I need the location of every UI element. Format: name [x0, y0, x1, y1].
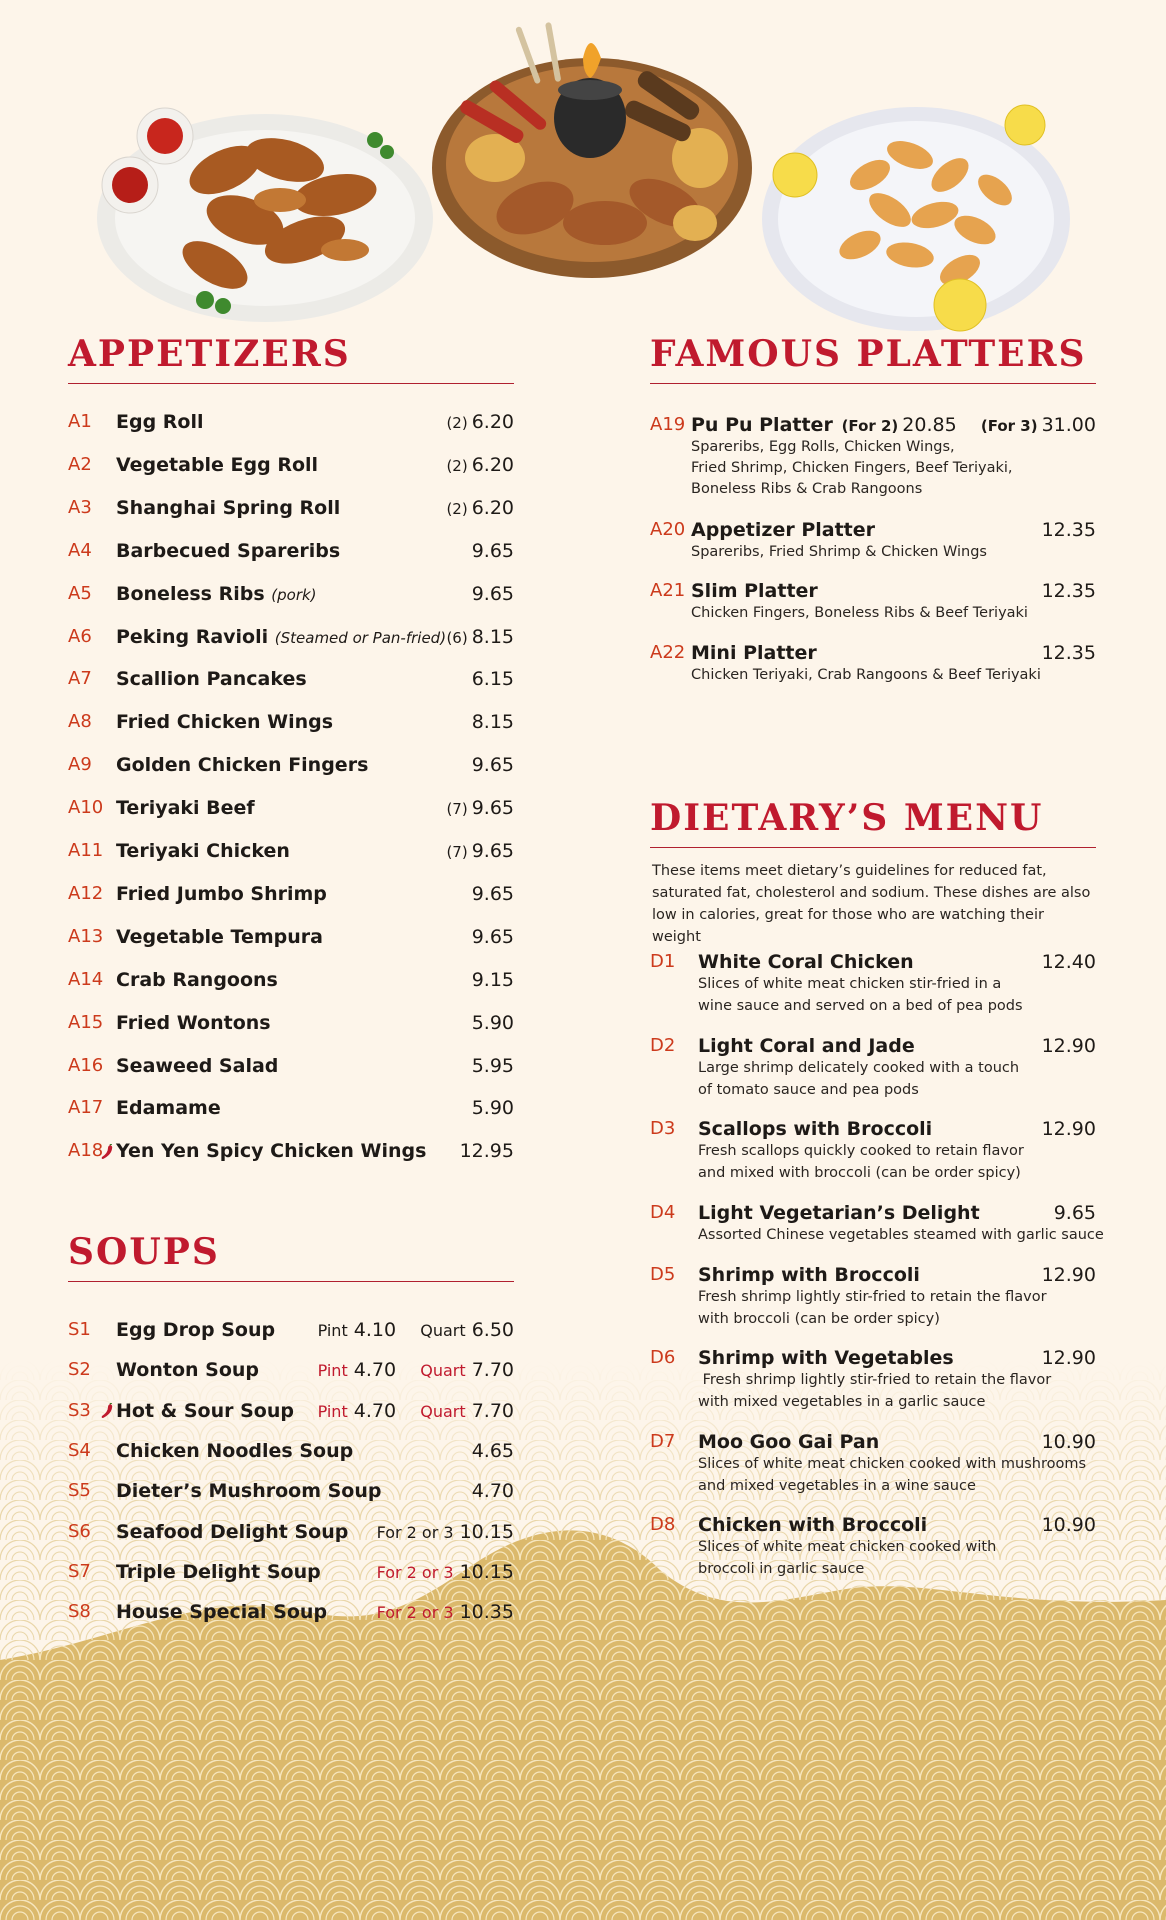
- item-price-value: 10.35: [459, 1601, 514, 1624]
- intro-line: saturated fat, cholesterol and sodium. These dishes are also: [652, 885, 1091, 901]
- size-price: 4.10: [353, 1319, 397, 1341]
- item-price-value: 12.95: [459, 1140, 514, 1163]
- item-code: A19: [650, 414, 686, 435]
- size-label: Pint: [317, 1401, 348, 1421]
- menu-item: [650, 411, 1096, 439]
- item-name: Slim Platter: [691, 580, 818, 602]
- item-name: [116, 1477, 381, 1505]
- item-name-text: Fried Wontons: [116, 1011, 271, 1034]
- item-code: S4: [68, 1439, 91, 1461]
- item-price: [377, 1518, 514, 1547]
- item-name-text: House Special Soup: [116, 1601, 328, 1624]
- item-name-text: Chicken Noodles Soup: [116, 1439, 354, 1462]
- item-code: A18: [68, 1140, 104, 1162]
- dietary-intro: [652, 860, 1096, 948]
- item-code: A11: [68, 840, 104, 861]
- fried-shrimp-photo: [760, 95, 1072, 335]
- menu-item: [68, 880, 514, 908]
- item-code: S7: [68, 1560, 91, 1582]
- serving-label: (For 3): [980, 417, 1038, 435]
- item-price: [472, 966, 514, 994]
- item-name: [116, 665, 307, 693]
- item-name-text: Wonton Soup: [116, 1359, 260, 1382]
- menu-item: [68, 1518, 514, 1546]
- item-price-value: 9.65: [471, 582, 514, 605]
- chili-pepper-icon: [100, 1144, 114, 1160]
- item-name: [116, 537, 340, 565]
- item-description: Slices of white meat chicken cooked with: [698, 1539, 997, 1555]
- item-price-value: 4.65: [471, 1439, 514, 1462]
- menu-item: [68, 623, 514, 651]
- menu-item: [650, 577, 1096, 605]
- item-code: A3: [68, 496, 92, 518]
- item-price: [1042, 1261, 1096, 1289]
- item-code: D4: [650, 1202, 676, 1223]
- item-name-text: Peking Ravioli: [116, 625, 269, 648]
- item-price: [472, 708, 514, 736]
- item-price: [318, 1316, 514, 1345]
- menu-item: [68, 1052, 514, 1080]
- menu-item: [68, 708, 514, 736]
- item-price: [1042, 516, 1096, 544]
- serving-label: For 2 or 3: [376, 1522, 454, 1542]
- item-price-value: 6.20: [471, 496, 514, 519]
- item-name-text: Hot & Sour Soup: [116, 1399, 294, 1422]
- serving-label: (For 2): [841, 417, 899, 435]
- dietary-section: [650, 797, 1104, 1577]
- menu-item: [68, 1397, 514, 1425]
- item-code: A4: [68, 539, 92, 561]
- item-price-value: 9.65: [471, 539, 514, 562]
- intro-line: low in calories, great for those who are watching their weight: [652, 907, 1044, 945]
- item-name: [116, 708, 333, 736]
- item-name: Pu Pu Platter: [691, 414, 833, 436]
- item-name-text: Teriyaki Chicken: [116, 840, 290, 862]
- item-name-text: Fried Jumbo Shrimp: [116, 882, 327, 905]
- item-description: Fresh shrimp lightly stir-fried to retain the flavor: [698, 1289, 1047, 1305]
- serving-price: 20.85: [902, 414, 957, 436]
- item-code: A20: [650, 519, 686, 540]
- item-note: (Steamed or Pan-fried): [274, 628, 447, 647]
- item-price-value: 9.65: [1053, 1202, 1096, 1224]
- item-code: A12: [68, 882, 104, 904]
- menu-item: [68, 1598, 514, 1626]
- item-name: [116, 494, 340, 522]
- menu-item: [68, 494, 514, 522]
- item-code: A9: [68, 754, 92, 776]
- chicken-wings-photo: [95, 100, 435, 325]
- section-title: APPETIZERS: [68, 334, 514, 384]
- item-code: D3: [650, 1118, 676, 1139]
- item-code: A2: [68, 453, 92, 475]
- item-name: [116, 1316, 275, 1344]
- item-name: [116, 751, 368, 779]
- menu-item: [68, 408, 514, 436]
- item-name: [116, 408, 204, 436]
- item-price-value: 10.90: [1041, 1514, 1096, 1536]
- item-code: S8: [68, 1601, 91, 1623]
- menu-item: [68, 580, 514, 608]
- menu-item: [68, 1477, 514, 1505]
- size-price: 6.50: [471, 1319, 514, 1341]
- item-name-text: Dieter’s Mushroom Soup: [116, 1480, 382, 1503]
- item-price: [472, 537, 514, 565]
- menu-item: [650, 516, 1096, 544]
- item-name: [116, 966, 278, 994]
- menu-item: [68, 1558, 514, 1586]
- item-name-text: Seaweed Salad: [116, 1054, 279, 1077]
- item-description: Slices of white meat chicken cooked with mushrooms: [698, 1456, 1087, 1472]
- item-price: [446, 837, 514, 866]
- item-price: [446, 408, 514, 437]
- size-price: 7.70: [471, 1399, 514, 1422]
- menu-item: [68, 1137, 514, 1165]
- menu-item: [68, 923, 514, 951]
- item-code: A13: [68, 925, 104, 947]
- menu-item: [68, 966, 514, 994]
- item-name-text: Scallion Pancakes: [116, 668, 307, 691]
- item-code: A14: [68, 968, 104, 990]
- size-label: Quart: [420, 1321, 466, 1340]
- item-code: D5: [650, 1264, 676, 1285]
- item-name: Shrimp with Broccoli: [698, 1264, 920, 1286]
- serving-label: For 2 or 3: [376, 1603, 454, 1623]
- item-price: [472, 665, 514, 693]
- item-code: D2: [650, 1035, 676, 1056]
- item-price-value: 4.70: [471, 1480, 514, 1503]
- menu-item: [68, 451, 514, 479]
- item-name: [116, 1437, 353, 1465]
- item-price-value: 10.15: [459, 1560, 514, 1583]
- item-price: [472, 1052, 514, 1080]
- item-name: Light Vegetarian’s Delight: [698, 1202, 980, 1224]
- item-name: [116, 1558, 321, 1586]
- size-label: Pint: [317, 1321, 348, 1340]
- serving-label: For 2 or 3: [376, 1562, 454, 1582]
- item-code: D7: [650, 1431, 676, 1452]
- item-price: [472, 880, 514, 908]
- item-name: Mini Platter: [691, 642, 817, 664]
- item-price-value: 12.40: [1041, 951, 1096, 973]
- item-name-text: Fried Chicken Wings: [116, 711, 334, 734]
- item-code: A6: [68, 625, 92, 647]
- item-price: [472, 923, 514, 951]
- item-price: [377, 1598, 514, 1627]
- item-name-text: Barbecued Spareribs: [116, 539, 341, 562]
- menu-item: [650, 1261, 1096, 1289]
- item-name: [116, 1009, 271, 1037]
- menu-item: [68, 751, 514, 779]
- item-price-value: 10.15: [459, 1520, 514, 1543]
- item-name-text: Crab Rangoons: [116, 968, 278, 991]
- item-description: Large shrimp delicately cooked with a touch: [698, 1060, 1020, 1076]
- item-price-value: 12.90: [1041, 1035, 1096, 1057]
- item-code: A5: [68, 582, 92, 604]
- item-price: [1042, 948, 1096, 976]
- item-code: A16: [68, 1054, 104, 1076]
- item-description: wine sauce and served on a bed of pea pods: [698, 998, 1023, 1014]
- item-description: broccoli in garlic sauce: [698, 1561, 865, 1577]
- item-price-value: 9.65: [471, 754, 514, 777]
- soups-section: [68, 1231, 514, 1624]
- item-code: A8: [68, 711, 92, 733]
- item-price-value: 5.90: [471, 1011, 514, 1034]
- item-price: [446, 494, 514, 523]
- item-code: A15: [68, 1011, 104, 1033]
- menu-item: [650, 639, 1096, 667]
- item-price: [1042, 1344, 1096, 1372]
- item-name-text: Edamame: [116, 1097, 221, 1120]
- menu-item: [650, 1344, 1096, 1372]
- item-name: Chicken with Broccoli: [698, 1514, 928, 1536]
- item-price: [446, 794, 514, 823]
- item-name-text: Golden Chicken Fingers: [116, 754, 369, 777]
- menu-item: [650, 948, 1096, 976]
- menu-item: [650, 1032, 1096, 1060]
- item-description: and mixed with broccoli (can be order spicy): [698, 1165, 1021, 1181]
- section-title: SOUPS: [68, 1232, 514, 1282]
- item-price: [472, 1437, 514, 1465]
- item-quantity: (2): [446, 456, 468, 475]
- size-price: 4.70: [353, 1399, 397, 1422]
- menu-item: [650, 1115, 1096, 1143]
- item-code: A17: [68, 1097, 104, 1119]
- item-name: Moo Goo Gai Pan: [698, 1431, 880, 1453]
- item-price: [472, 751, 514, 779]
- item-quantity: (7): [446, 843, 468, 861]
- item-price-value: 10.90: [1041, 1431, 1096, 1453]
- menu-item: [68, 794, 514, 822]
- item-price-value: 9.65: [471, 882, 514, 905]
- item-price: [472, 580, 514, 608]
- item-price: [318, 1356, 514, 1385]
- item-description: and mixed vegetables in a wine sauce: [698, 1478, 976, 1494]
- item-price: [446, 451, 514, 480]
- item-code: D6: [650, 1347, 676, 1368]
- item-price-value: 9.15: [471, 968, 514, 991]
- item-name-text: Boneless Ribs: [116, 582, 265, 605]
- item-price: [1042, 1115, 1096, 1143]
- item-name: [116, 794, 255, 822]
- menu-item: [68, 1094, 514, 1122]
- item-name-text: Vegetable Egg Roll: [116, 453, 319, 476]
- size-label: Pint: [317, 1361, 348, 1381]
- item-price: [318, 1397, 514, 1426]
- item-name: [116, 837, 290, 865]
- item-name: [116, 1598, 327, 1626]
- item-price-value: 5.95: [471, 1054, 514, 1077]
- item-name: [100, 1397, 294, 1425]
- item-code: D1: [650, 951, 676, 972]
- item-name-text: Shanghai Spring Roll: [116, 496, 341, 519]
- item-description: Fresh scallops quickly cooked to retain flavor: [698, 1143, 1024, 1159]
- item-code: S3: [68, 1399, 91, 1421]
- serving-price: 31.00: [1041, 414, 1096, 436]
- item-code: D8: [650, 1514, 676, 1535]
- item-price: [377, 1558, 514, 1587]
- item-description: Spareribs, Egg Rolls, Chicken Wings,: [691, 439, 955, 455]
- item-description: with broccoli (can be order spicy): [698, 1311, 940, 1327]
- intro-line: These items meet dietary’s guidelines for reduced fat,: [652, 863, 1047, 879]
- menu-item: [650, 1428, 1096, 1456]
- item-description: Assorted Chinese vegetables steamed with garlic sauce: [698, 1227, 1104, 1243]
- item-name: [100, 1137, 426, 1165]
- item-price: [472, 1477, 514, 1505]
- item-description: Fresh shrimp lightly stir-fried to retain the flavor: [698, 1372, 1052, 1388]
- item-description: Chicken Teriyaki, Crab Rangoons & Beef Teriyaki: [691, 667, 1041, 683]
- item-description: of tomato sauce and pea pods: [698, 1082, 919, 1098]
- item-name: Shrimp with Vegetables: [698, 1347, 954, 1369]
- size-price: 7.70: [471, 1359, 514, 1382]
- item-name: [116, 580, 317, 609]
- item-code: S1: [68, 1319, 91, 1340]
- appetizers-section: [68, 333, 514, 1163]
- item-code: A10: [68, 797, 104, 819]
- item-name: [116, 1518, 348, 1546]
- size-label: Quart: [420, 1401, 466, 1421]
- item-name: [116, 880, 327, 908]
- menu-item: [68, 1437, 514, 1465]
- item-price-value: 12.35: [1041, 519, 1096, 541]
- item-price-value: 12.90: [1041, 1118, 1096, 1140]
- item-price-value: 8.15: [471, 625, 514, 648]
- section-title: FAMOUS PLATTERS: [650, 334, 1096, 384]
- item-price-value: 9.65: [471, 925, 514, 948]
- item-code: S6: [68, 1520, 91, 1542]
- menu-item: [650, 1199, 1096, 1227]
- item-price: [472, 1009, 514, 1037]
- item-price-value: 12.90: [1041, 1347, 1096, 1369]
- item-name: Appetizer Platter: [691, 519, 875, 541]
- item-quantity: (6): [446, 628, 468, 647]
- menu-item: [68, 665, 514, 693]
- item-quantity: (2): [446, 499, 468, 518]
- item-price-value: 5.90: [471, 1097, 514, 1120]
- item-price-value: 12.35: [1041, 580, 1096, 602]
- item-quantity: (7): [446, 800, 468, 819]
- item-description: Chicken Fingers, Boneless Ribs & Beef Teriyaki: [691, 605, 1028, 621]
- item-name-text: Yen Yen Spicy Chicken Wings: [116, 1140, 427, 1163]
- item-name-text: Teriyaki Beef: [116, 797, 255, 820]
- item-name: [116, 923, 323, 951]
- item-quantity: (2): [446, 414, 468, 432]
- size-price: 4.70: [353, 1359, 397, 1382]
- item-name-text: Triple Delight Soup: [116, 1560, 321, 1583]
- item-name-text: Egg Drop Soup: [116, 1319, 276, 1341]
- item-price-value: 6.20: [471, 411, 514, 433]
- menu-item: [68, 537, 514, 565]
- item-price-value: 12.35: [1041, 642, 1096, 664]
- menu-item: [68, 1316, 514, 1344]
- menu-item: [68, 1356, 514, 1384]
- item-name-text: Egg Roll: [116, 411, 204, 433]
- item-price-value: 8.15: [471, 711, 514, 734]
- item-price: [460, 1137, 514, 1165]
- item-name: Light Coral and Jade: [698, 1035, 915, 1057]
- item-price-value: 9.65: [471, 797, 514, 820]
- item-price: [1042, 1032, 1096, 1060]
- item-code: A22: [650, 642, 686, 663]
- item-name-text: Vegetable Tempura: [116, 925, 323, 948]
- item-price-value: 12.90: [1041, 1264, 1096, 1286]
- item-price: [446, 623, 514, 652]
- chili-pepper-icon: [100, 1403, 114, 1419]
- menu-item: [68, 1009, 514, 1037]
- item-name: [116, 1052, 278, 1080]
- platters-section: [650, 333, 1096, 683]
- item-description: Spareribs, Fried Shrimp & Chicken Wings: [691, 544, 987, 560]
- item-price: [472, 1094, 514, 1122]
- item-name: [116, 1356, 259, 1384]
- item-name: [116, 1094, 221, 1122]
- item-price-value: 6.20: [471, 453, 514, 476]
- item-note: (pork): [271, 585, 317, 604]
- item-price: [1042, 1511, 1096, 1539]
- item-description: Fried Shrimp, Chicken Fingers, Beef Teriyaki,: [691, 460, 1013, 476]
- item-description: Slices of white meat chicken stir-fried in a: [698, 976, 1002, 992]
- size-label: Quart: [420, 1361, 466, 1381]
- item-name: White Coral Chicken: [698, 951, 914, 973]
- item-name: Scallops with Broccoli: [698, 1118, 933, 1140]
- item-description: Boneless Ribs & Crab Rangoons: [691, 481, 923, 497]
- item-price: [1042, 639, 1096, 667]
- item-name: [116, 451, 318, 479]
- pu-pu-platter-photo: [425, 18, 760, 280]
- item-name-text: Seafood Delight Soup: [116, 1520, 349, 1543]
- item-price: [1042, 577, 1096, 605]
- item-code: A1: [68, 411, 92, 432]
- menu-item: [650, 1511, 1096, 1539]
- item-price-value: 9.65: [471, 840, 514, 862]
- item-code: S5: [68, 1480, 91, 1502]
- menu-item: [68, 837, 514, 865]
- item-description: with mixed vegetables in a garlic sauce: [698, 1394, 986, 1410]
- item-code: A21: [650, 580, 686, 601]
- item-price: [1054, 1199, 1096, 1227]
- item-price: [1042, 1428, 1096, 1456]
- item-price-value: 6.15: [471, 668, 514, 691]
- section-title: DIETARY’S MENU: [650, 798, 1096, 848]
- item-code: S2: [68, 1359, 91, 1381]
- item-name: [116, 623, 446, 652]
- item-code: A7: [68, 668, 92, 690]
